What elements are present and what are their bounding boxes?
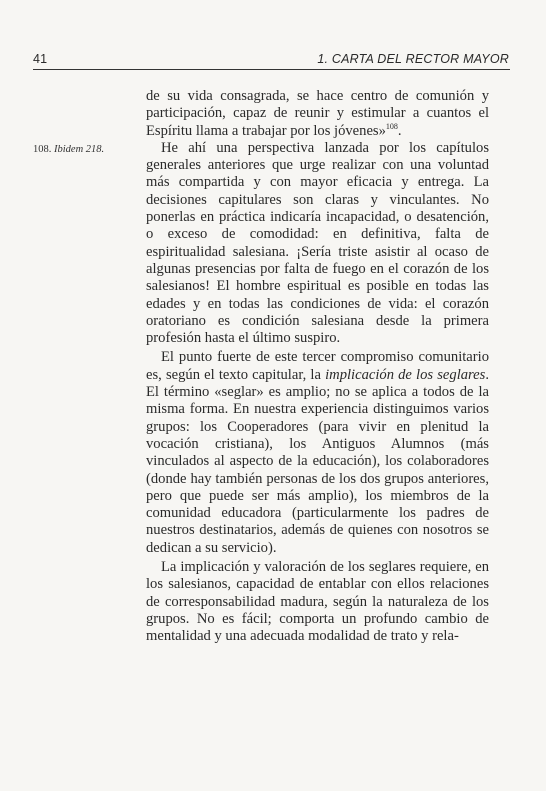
footnote-marker: 108 (385, 121, 398, 131)
paragraph-text: La implicación y valoración de los seglares requiere, en los salesianos, capacidad de entablar con ellos relaciones de corresponsabilidad madura, según la naturaleza de los grupos. No es fácil; comporta un profundo cambio de mentalidad y una adecuada modalidad de trato y rela- (146, 559, 489, 645)
header-rule (33, 69, 510, 70)
chapter-title: 1. CARTA DEL RECTOR MAYOR (317, 52, 509, 66)
emphasized-phrase: implicación de los seglares (325, 366, 486, 383)
paragraph-text: El punto fuerte de este tercer compromiso comunitario es, según el texto capitular, la (146, 349, 489, 383)
page-number: 41 (33, 52, 48, 66)
paragraph-text: He ahí una perspectiva lanzada por los capítulos generales anteriores que urge realizar con una voluntad más compartida y con mayor eficacia y entrega. La decisiones capitulares son claras y vinculantes. No ponerlas en práctica indicaría incapacidad, o desatención, o exceso de comodidad: en definitiva, falta de espiritualidad salesiana. ¡Sería triste asistir al ocaso de algunas presencias por falta de fuego en el corazón de los salesianos! El hombre espiritual es posible en todas las edades y en todas las condiciones de vida: el corazón oratoriano es condición salesiana desde la primera profesión hasta el último suspiro. (146, 139, 489, 347)
margin-footnote (33, 144, 104, 155)
paragraph (146, 349, 489, 557)
paragraph-text-end: . El término «seglar» es amplio; no se aplica a todos de la misma forma. En nuestra experiencia distinguimos varios grupos: los Cooperadores (para vivir en plenitud la vocación cristiana), los Antiguos Alumnos (más vinculados al aspecto de la educación), los colaboradores (donde hay también personas de los dos grupos anteriores, pero que puede ser más amplio), los miembros de la comunidad educadora (particularmente los padres de nuestros destinatarios, además de quienes con nosotros se dedican a su servicio). (146, 366, 489, 556)
paragraph (146, 559, 489, 645)
running-head (33, 52, 509, 68)
paragraph-text: de su vida consagrada, se hace centro de comunión y participación, capaz de reunir y estimular a cuantos el Espíritu llama a trabajar por los jóvenes» (146, 88, 489, 139)
footnote-number: 108. (33, 144, 52, 155)
footnote-text: Ibidem 218. (54, 144, 105, 155)
paragraph-continued (146, 88, 489, 140)
body-text (146, 88, 489, 646)
paragraph (146, 140, 489, 348)
paragraph-text-end: . (397, 122, 402, 139)
